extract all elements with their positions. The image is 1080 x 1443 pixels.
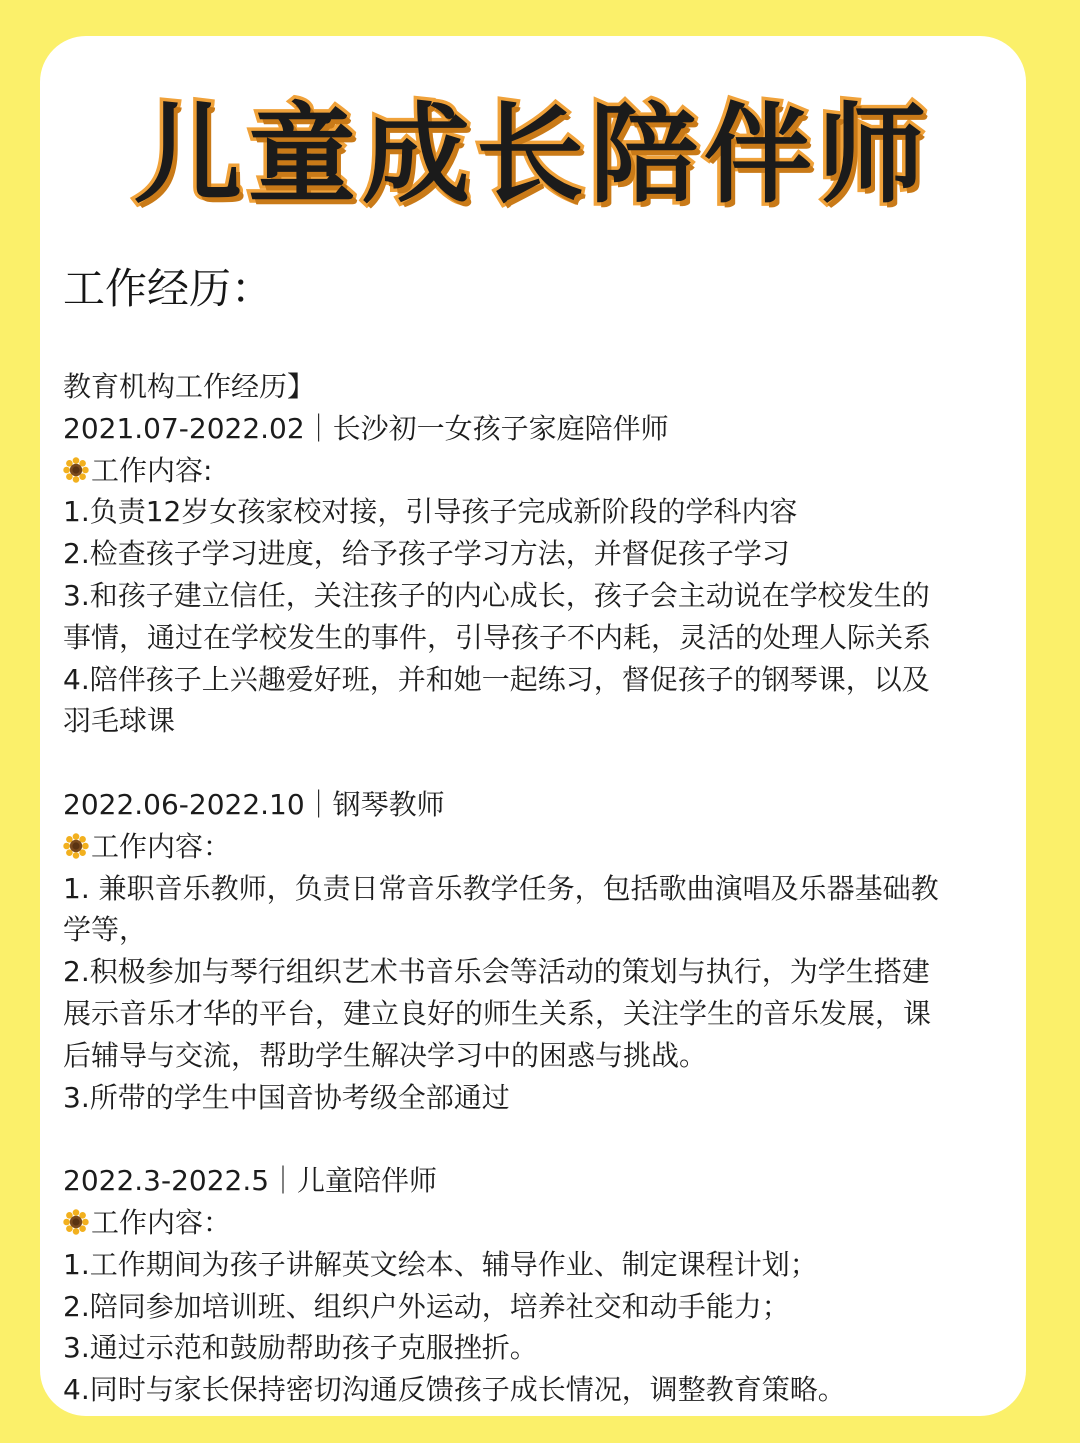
job-duty-line: 4.陪伴孩子上兴趣爱好班，并和她一起练习，督促孩子的钢琴课，以及 xyxy=(63,662,930,696)
job-duty-line: 后辅导与交流，帮助学生解决学习中的困惑与挑战。 xyxy=(63,1038,708,1072)
section-gap xyxy=(63,1118,1013,1160)
experience-content xyxy=(63,366,1013,1411)
job-duty-line: 3.和孩子建立信任，关注孩子的内心成长，孩子会主动说在学校发生的 xyxy=(63,578,930,612)
sunflower-icon xyxy=(63,833,89,859)
poster-title: 儿童成长陪伴师 xyxy=(133,93,932,218)
job-period: 2022.3-2022.5｜儿童陪伴师 xyxy=(63,1164,438,1198)
section-heading: 工作经历： xyxy=(63,264,274,313)
job-duty-line: 2.积极参加与琴行组织艺术书音乐会等活动的策划与执行，为学生搭建 xyxy=(63,955,930,989)
sunflower-icon xyxy=(63,1209,89,1235)
job-duty-line: 学等， xyxy=(63,913,148,947)
job-duty-line: 事情，通过在学校发生的事件，引导孩子不内耗，灵活的处理人际关系 xyxy=(63,620,932,654)
content-label-text: 工作内容： xyxy=(91,1205,232,1239)
poster-card xyxy=(40,36,1026,1416)
job-duty-line: 羽毛球课 xyxy=(63,704,176,738)
job-period: 2021.07-2022.02｜长沙初一女孩子家庭陪伴师 xyxy=(63,411,669,445)
job-duty-line: 4.同时与家长保持密切沟通反馈孩子成长情况，调整教育策略。 xyxy=(63,1373,846,1407)
job-duty-line: 1.工作期间为孩子讲解英文绘本、辅导作业、制定课程计划； xyxy=(63,1247,818,1281)
job-duty-line: 1. 兼职音乐教师，负责日常音乐教学任务，包括歌曲演唱及乐器基础教 xyxy=(63,871,939,905)
job-duty-line: 展示音乐才华的平台，建立良好的师生关系，关注学生的音乐发展，课 xyxy=(63,996,932,1030)
job-content-label xyxy=(63,1202,1013,1244)
job-content-label xyxy=(63,826,1013,868)
content-label-text: 工作内容： xyxy=(91,829,232,863)
job-period: 2022.06-2022.10｜钢琴教师 xyxy=(63,787,445,821)
sunflower-icon xyxy=(63,457,89,483)
job-entry xyxy=(63,408,1013,742)
job-entry xyxy=(63,784,1013,1118)
job-duty-line: 3.所带的学生中国音协考级全部通过 xyxy=(63,1080,510,1114)
job-entry xyxy=(63,1160,1013,1411)
job-duty-line: 2.陪同参加培训班、组织户外运动，培养社交和动手能力； xyxy=(63,1289,790,1323)
intro-line: 教育机构工作经历】 xyxy=(63,370,316,403)
content-label-text: 工作内容: xyxy=(91,453,213,487)
job-duty-line: 1.负责12岁女孩家校对接，引导孩子完成新阶段的学科内容 xyxy=(63,495,798,529)
job-duty-line: 3.通过示范和鼓励帮助孩子克服挫折。 xyxy=(63,1331,538,1365)
section-gap xyxy=(63,742,1013,784)
job-content-label xyxy=(63,450,1013,492)
job-duty-line: 2.检查孩子学习进度，给予孩子学习方法，并督促孩子学习 xyxy=(63,537,790,571)
